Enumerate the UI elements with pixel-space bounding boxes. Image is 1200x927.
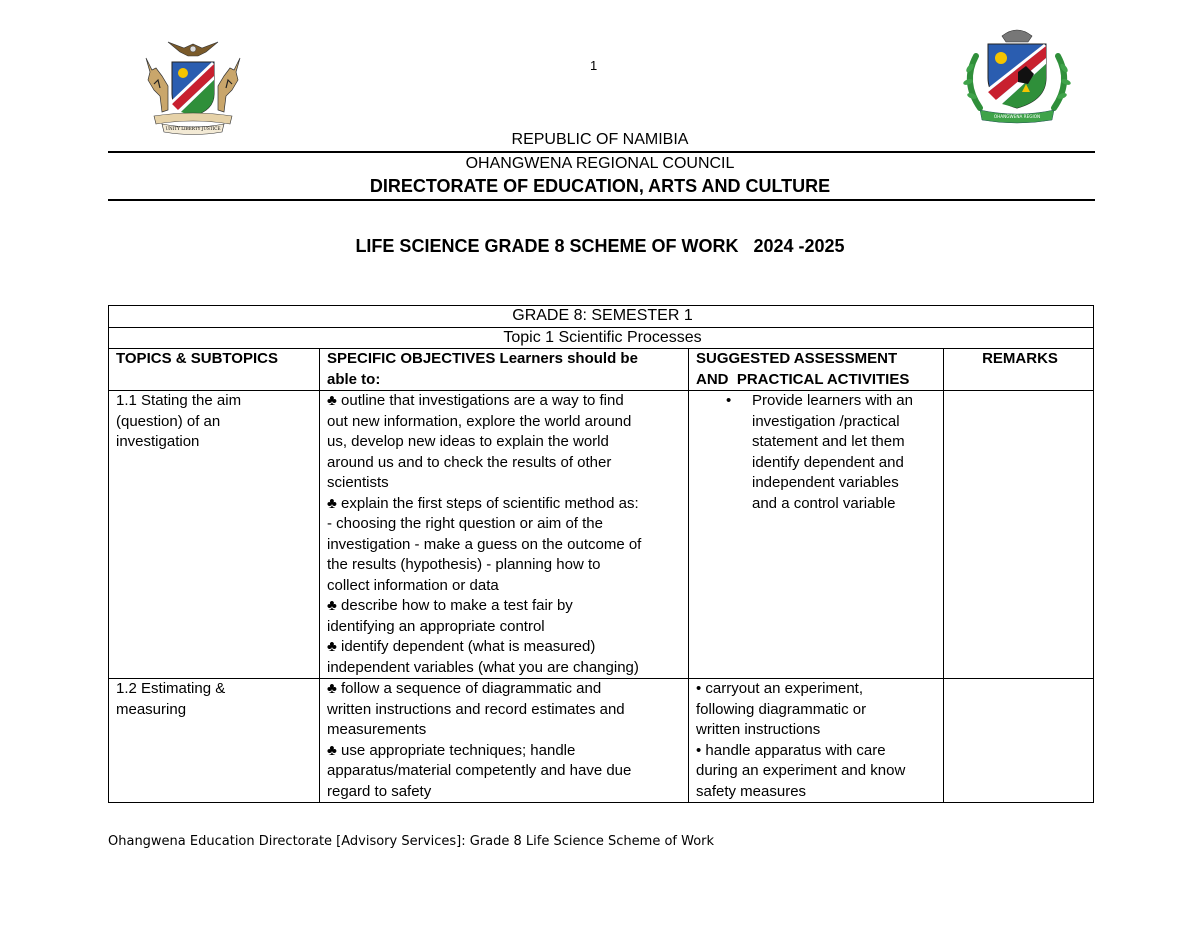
- objective-line: scientists: [327, 474, 389, 491]
- remarks-cell: [944, 679, 1094, 803]
- objective-line: ♣ explain the first steps of scientific method as:: [327, 494, 639, 512]
- objective-line: out new information, explore the world around: [327, 412, 632, 430]
- header-rule-top: [108, 151, 1095, 153]
- objective-line: - choosing the right question or aim of the: [327, 515, 603, 532]
- objectives-cell: [320, 679, 689, 803]
- topic-row: [109, 327, 1094, 349]
- column-header-remarks-text: REMARKS: [982, 350, 1058, 367]
- assessment-line: • carryout an experiment,: [696, 680, 863, 697]
- assessment-line: • Provide learners with an: [752, 392, 913, 409]
- objective-line: investigation - make a guess on the outcome of: [327, 535, 642, 553]
- topic-cell: [109, 679, 320, 803]
- country-heading: REPUBLIC OF NAMIBIA: [511, 131, 689, 148]
- header-rule-bottom: [108, 199, 1095, 201]
- assessment-line: identify dependent and: [752, 453, 904, 471]
- namibia-coat-of-arms-icon: [132, 40, 254, 136]
- column-header-objectives: [320, 349, 689, 391]
- ohangwena-regional-crest-icon: [956, 22, 1078, 126]
- assessment-line: • handle apparatus with care: [696, 741, 886, 759]
- objective-line: collect information or data: [327, 576, 499, 594]
- objective-line: measurements: [327, 721, 427, 738]
- assessment-line: following diagrammatic or: [696, 700, 867, 718]
- assessment-bullet-list: [696, 391, 939, 514]
- table-row: [109, 679, 1094, 803]
- topic-line: 1.2 Estimating &: [116, 680, 226, 697]
- topic-line: (question) of an: [116, 412, 221, 430]
- objective-line: us, develop new ideas to explain the world: [327, 433, 609, 450]
- objective-line: independent variables (what you are changing): [327, 658, 639, 676]
- assessment-cell: [689, 679, 944, 803]
- scheme-of-work-table: [108, 305, 1094, 803]
- assessment-bullet-item: [752, 391, 939, 514]
- table-row: [109, 391, 1094, 679]
- column-header-objectives-line: able to:: [327, 370, 381, 388]
- assessment-line: and a control variable: [752, 494, 896, 512]
- column-header-assessment-line: SUGGESTED ASSESSMENT: [696, 350, 898, 367]
- objective-line: ♣ identify dependent (what is measured): [327, 638, 596, 655]
- assessment-line: statement and let them: [752, 433, 905, 450]
- page-footer: Ohangwena Education Directorate [Advisory Services]: Grade 8 Life Science Scheme of Work: [108, 834, 715, 849]
- semester-row: [109, 306, 1094, 328]
- coat-of-arms-motto: UNITY LIBERTY JUSTICE: [165, 126, 221, 131]
- objectives-cell: [320, 391, 689, 679]
- objective-line: identifying an appropriate control: [327, 617, 545, 635]
- document-title: LIFE SCIENCE GRADE 8 SCHEME OF WORK 2024 -2025: [355, 236, 845, 256]
- remarks-cell: [944, 391, 1094, 679]
- objective-line: around us and to check the results of other: [327, 453, 612, 471]
- column-header-assessment: [689, 349, 944, 391]
- page-number: 1: [590, 58, 598, 73]
- assessment-line: during an experiment and know: [696, 762, 906, 779]
- topic-cell: [109, 391, 320, 679]
- column-header-topics: [109, 349, 320, 391]
- column-header-row: [109, 349, 1094, 391]
- column-header-topics-text: TOPICS & SUBTOPICS: [116, 350, 278, 367]
- assessment-line: independent variables: [752, 474, 899, 491]
- column-header-assessment-line: AND PRACTICAL ACTIVITIES: [696, 370, 910, 388]
- column-header-objectives-line: SPECIFIC OBJECTIVES Learners should be: [327, 350, 638, 367]
- assessment-cell: [689, 391, 944, 679]
- directorate-heading: DIRECTORATE OF EDUCATION, ARTS AND CULTURE: [369, 176, 831, 196]
- topic-line: investigation: [116, 433, 200, 450]
- objective-line: ♣ follow a sequence of diagrammatic and: [327, 680, 602, 697]
- column-header-remarks: [944, 349, 1094, 391]
- council-heading: OHANGWENA REGIONAL COUNCIL: [465, 155, 735, 172]
- crest-banner-text: OHANGWENA REGION: [993, 114, 1041, 119]
- topic-line: 1.1 Stating the aim: [116, 392, 242, 409]
- objective-line: regard to safety: [327, 782, 432, 800]
- objective-line: apparatus/material competently and have due: [327, 762, 632, 779]
- topic-heading: Topic 1 Scientific Processes: [109, 327, 1094, 349]
- assessment-line: written instructions: [696, 721, 821, 738]
- semester-heading: GRADE 8: SEMESTER 1: [109, 306, 1094, 328]
- topic-line: measuring: [116, 700, 187, 718]
- assessment-line: safety measures: [696, 782, 807, 800]
- objective-line: written instructions and record estimates and: [327, 700, 625, 718]
- objective-line: ♣ describe how to make a test fair by: [327, 597, 573, 614]
- objective-line: ♣ outline that investigations are a way to find: [327, 392, 624, 409]
- objective-line: ♣ use appropriate techniques; handle: [327, 741, 576, 759]
- assessment-line: investigation /practical: [752, 412, 900, 430]
- objective-line: the results (hypothesis) - planning how to: [327, 556, 601, 573]
